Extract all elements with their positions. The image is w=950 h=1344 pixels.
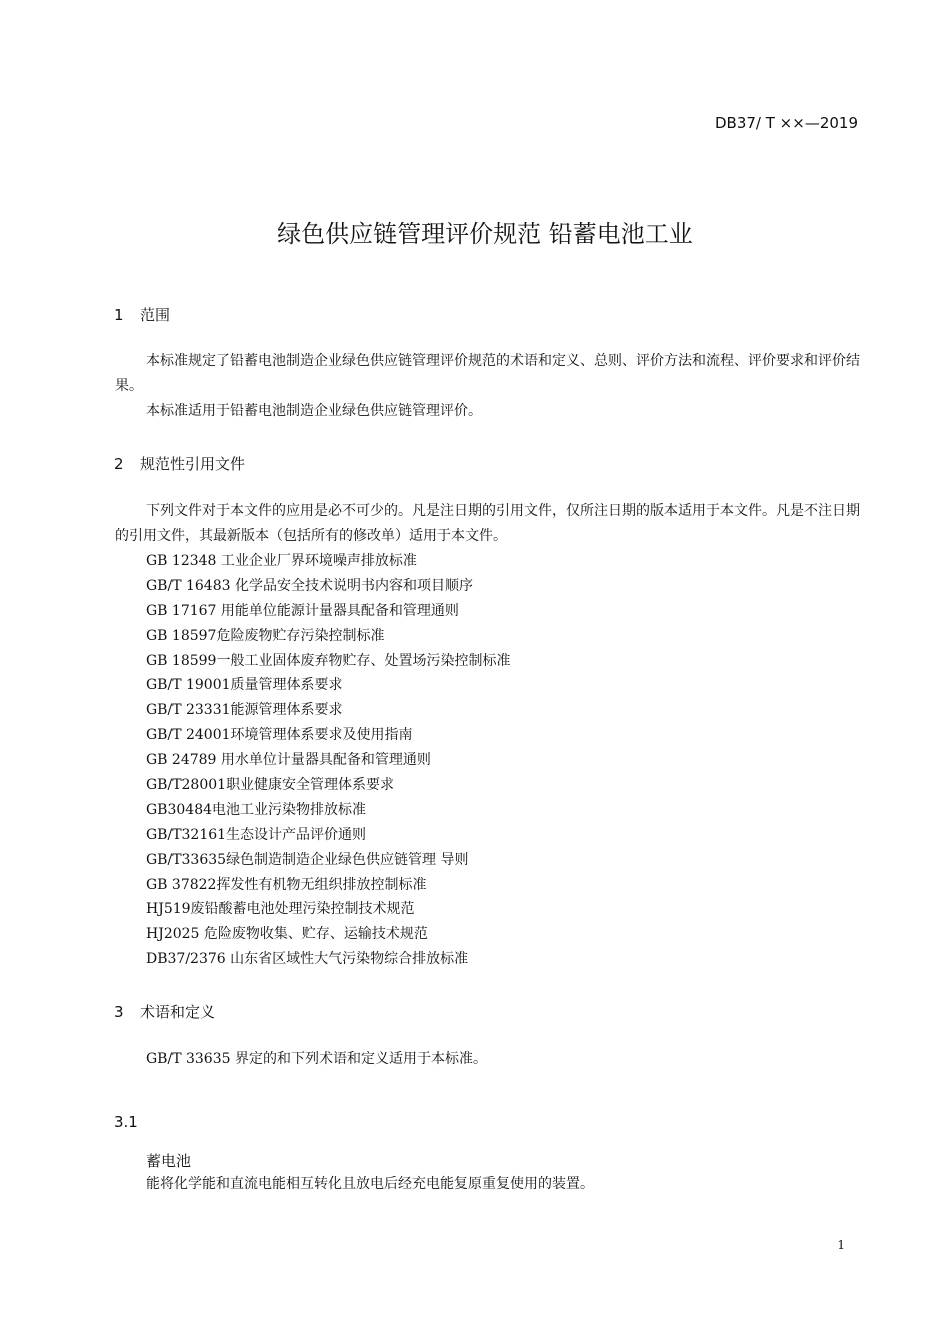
section-number: 1 bbox=[114, 306, 124, 324]
reference-item: GB/T32161生态设计产品评价通则 bbox=[146, 826, 367, 843]
reference-item: GB 12348 工业企业厂界环境噪声排放标准 bbox=[146, 553, 417, 569]
section-2-heading bbox=[114, 453, 245, 474]
document-code: DB37/ T ××—2019 bbox=[715, 114, 858, 132]
term-number: 3.1 bbox=[114, 1113, 138, 1131]
reference-item: GB/T 23331能源管理体系要求 bbox=[146, 702, 343, 719]
section-number: 2 bbox=[114, 455, 124, 473]
reference-item: GB/T 16483 化学品安全技术说明书内容和项目顺序 bbox=[146, 577, 473, 594]
section-title: 术语和定义 bbox=[140, 1003, 216, 1021]
reference-list bbox=[146, 549, 510, 972]
reference-item: GB 24789 用水单位计量器具配备和管理通则 bbox=[146, 752, 431, 769]
section-1-paragraph-1: 本标准规定了铅蓄电池制造企业绿色供应链管理评价规范的术语和定义、总则、评价方法和流程、评价要求和评价结果。 bbox=[115, 353, 860, 394]
reference-item: GB/T 24001环境管理体系要求及使用指南 bbox=[146, 727, 413, 744]
section-number: 3 bbox=[114, 1003, 124, 1021]
reference-item: GB/T33635绿色制造制造企业绿色供应链管理 导则 bbox=[146, 851, 469, 868]
reference-item: GB 17167 用能单位能源计量器具配备和管理通则 bbox=[146, 602, 459, 619]
section-title: 范围 bbox=[140, 306, 171, 324]
reference-item: GB30484电池工业污染物排放标准 bbox=[146, 801, 367, 818]
section-3-intro: GB/T 33635 界定的和下列术语和定义适用于本标准。 bbox=[146, 1051, 487, 1067]
section-2-intro: 下列文件对于本文件的应用是必不可少的。凡是注日期的引用文件，仅所注日期的版本适用于本文件。凡是不注日期的引用文件，其最新版本（包括所有的修改单）适用于本文件。 bbox=[115, 503, 860, 544]
reference-item: GB/T 19001质量管理体系要求 bbox=[146, 677, 343, 694]
term-name: 蓄电池 bbox=[146, 1152, 192, 1170]
document-title: 绿色供应链管理评价规范 铅蓄电池工业 bbox=[277, 220, 693, 248]
section-1-heading bbox=[114, 304, 170, 325]
page-number: 1 bbox=[837, 1238, 845, 1252]
reference-item: GB 18597危险废物贮存污染控制标准 bbox=[146, 627, 385, 644]
reference-item: GB 18599一般工业固体废弃物贮存、处置场污染控制标准 bbox=[146, 652, 511, 669]
reference-item: HJ519废铅酸蓄电池处理污染控制技术规范 bbox=[146, 901, 415, 918]
section-title: 规范性引用文件 bbox=[140, 455, 246, 473]
reference-item: GB 37822挥发性有机物无组织排放控制标准 bbox=[146, 876, 427, 893]
section-3-heading bbox=[114, 1001, 215, 1022]
term-definition: 能将化学能和直流电能相互转化且放电后经充电能复原重复使用的装置。 bbox=[146, 1176, 594, 1192]
section-1-paragraph-2: 本标准适用于铅蓄电池制造企业绿色供应链管理评价。 bbox=[146, 403, 482, 419]
reference-item: GB/T28001职业健康安全管理体系要求 bbox=[146, 777, 395, 794]
reference-item: HJ2025 危险废物收集、贮存、运输技术规范 bbox=[146, 926, 428, 943]
reference-item: DB37/2376 山东省区域性大气污染物综合排放标准 bbox=[146, 951, 469, 968]
